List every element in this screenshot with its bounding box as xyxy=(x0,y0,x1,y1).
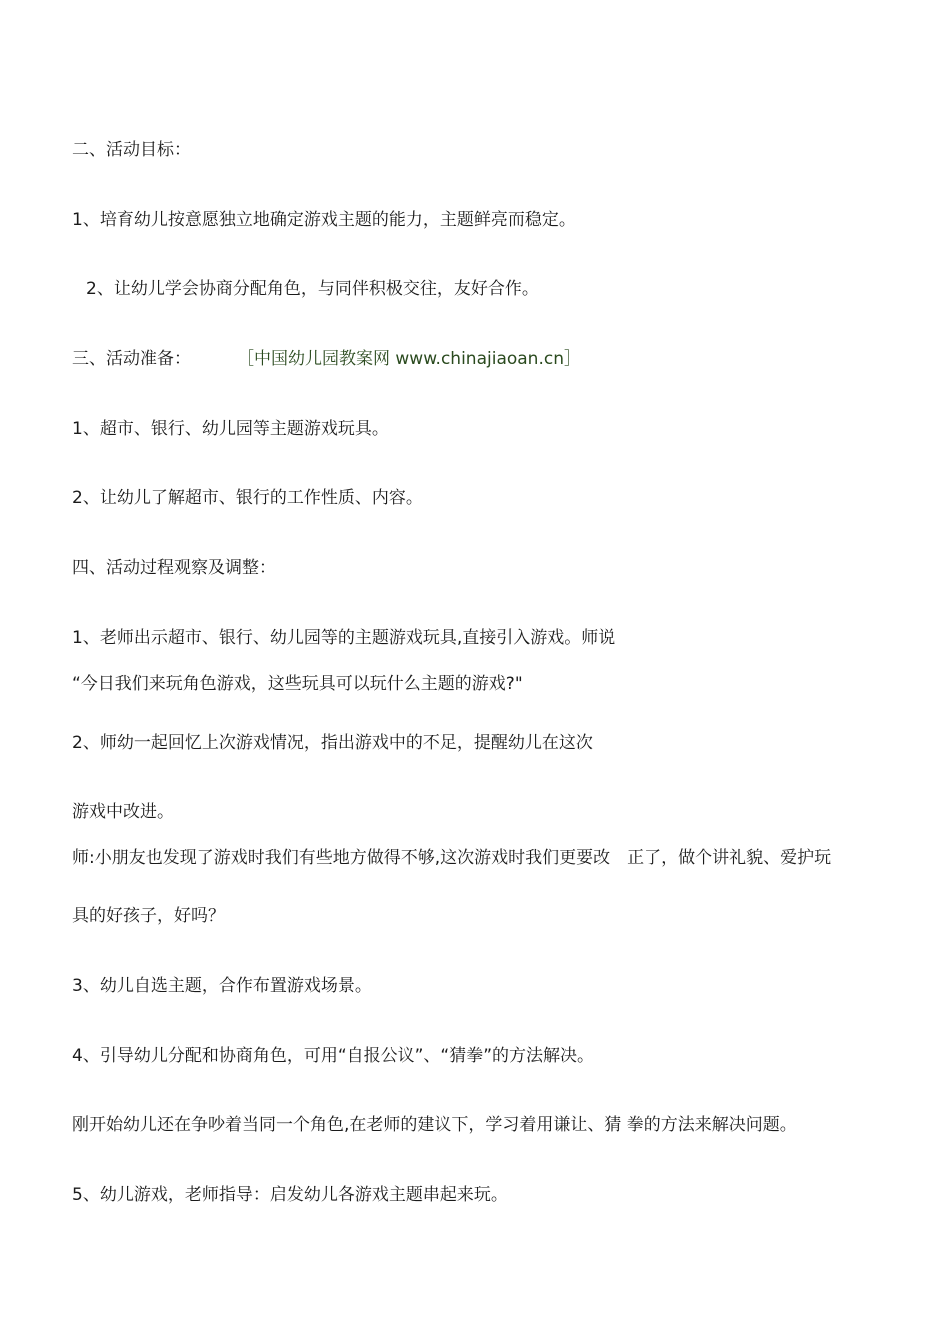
process-item-5: 5、幼儿游戏，老师指导：启发幼儿各游戏主题串起来玩。 xyxy=(72,1185,508,1205)
section-heading-process: 四、活动过程观察及调整： xyxy=(72,558,276,578)
process-item-1: 1、老师出示超市、银行、幼儿园等的主题游戏玩具,直接引入游戏。师说 xyxy=(72,628,616,648)
teacher-remark: 师:小朋友也发现了游戏时我们有些地方做得不够,这次游戏时我们更要改 正了，做个讲礼貌、爱护玩 xyxy=(72,848,832,868)
goal-item-1: 1、培育幼儿按意愿独立地确定游戏主题的能力，主题鲜亮而稳定。 xyxy=(72,210,576,230)
process-item-2: 2、师幼一起回忆上次游戏情况，指出游戏中的不足，提醒幼儿在这次 xyxy=(72,733,593,753)
preparation-item-2: 2、让幼儿了解超市、银行的工作性质、内容。 xyxy=(72,488,423,508)
goal-item-2: 2、让幼儿学会协商分配角色，与同伴积极交往，友好合作。 xyxy=(86,279,539,299)
process-item-2-continued: 游戏中改进。 xyxy=(72,802,174,822)
teacher-remark-continued: 具的好孩子，好吗？ xyxy=(72,906,225,926)
process-item-3: 3、幼儿自选主题，合作布置游戏场景。 xyxy=(72,976,372,996)
preparation-item-1: 1、超市、银行、幼儿园等主题游戏玩具。 xyxy=(72,419,389,439)
process-item-4: 4、引导幼儿分配和协商角色，可用“自报公议”、“猜拳”的方法解决。 xyxy=(72,1046,595,1066)
section-heading-goals: 二、活动目标： xyxy=(72,140,191,160)
process-item-1-quote: “今日我们来玩角色游戏，这些玩具可以玩什么主题的游戏?" xyxy=(72,674,523,694)
preparation-heading-text: 三、活动准备： xyxy=(72,349,191,369)
section-heading-preparation xyxy=(72,348,581,370)
source-link[interactable]: ［中国幼儿园教案网 www.chinajiaoan.cn］ xyxy=(237,349,581,369)
process-item-4-note: 刚开始幼儿还在争吵着当同一个角色,在老师的建议下，学习着用谦让、猜 拳的方法来解决问题。 xyxy=(72,1115,797,1135)
